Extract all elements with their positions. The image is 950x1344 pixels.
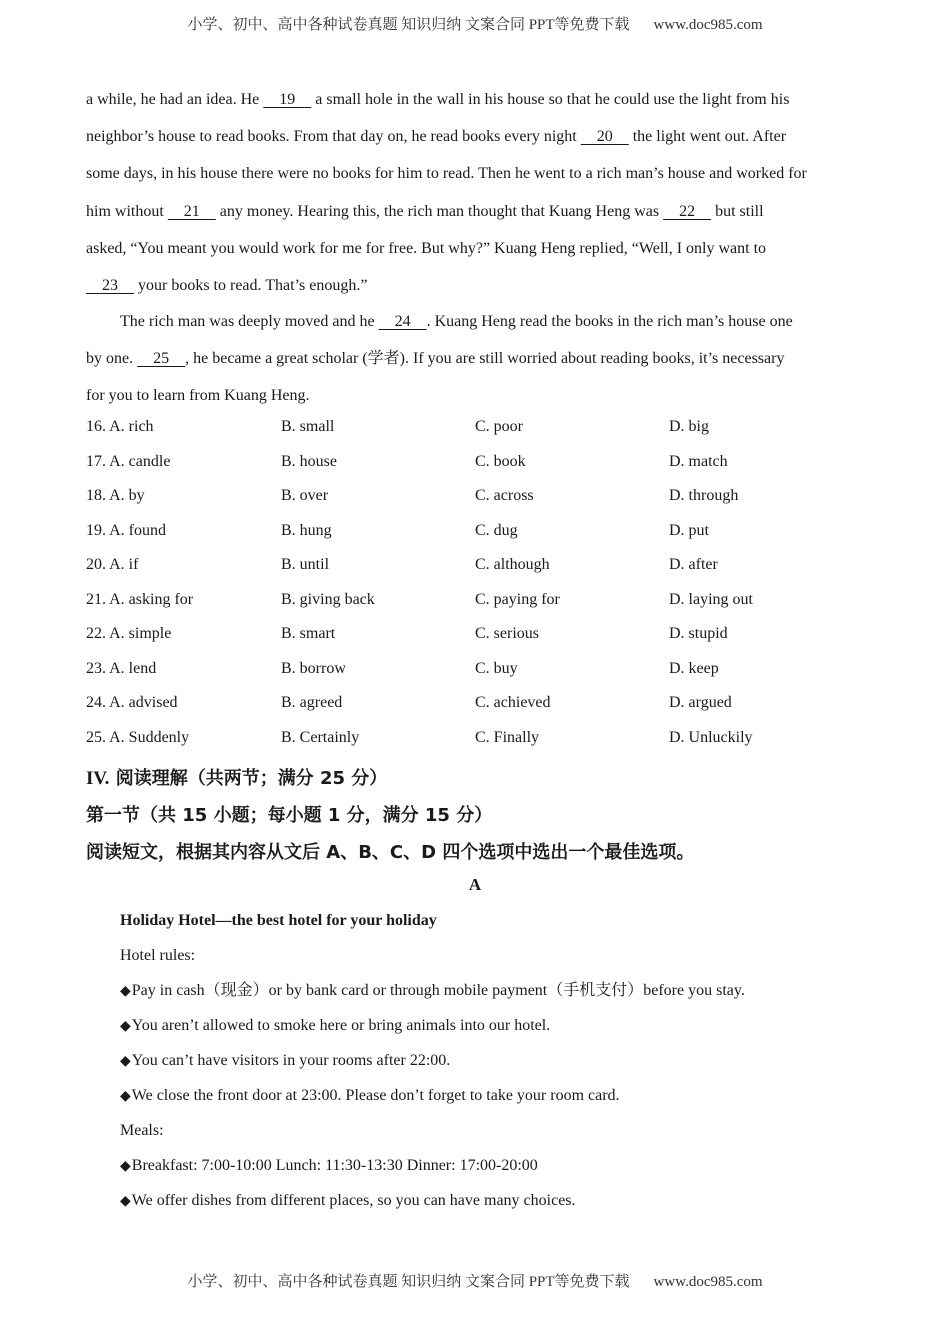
diamond-bullet-icon: ◆: [120, 1088, 131, 1104]
part-heading: 第一节（共 15 小题；每小题 1 分，满分 15 分）: [86, 805, 493, 826]
hotel-passage: [120, 911, 860, 1226]
passage-line: a while, he had an idea. He 19 a small hole in the wall in his house so that he could use the light from his: [86, 91, 790, 108]
header-site-link[interactable]: www.doc985.com: [653, 17, 763, 33]
diamond-bullet-icon: ◆: [120, 1053, 131, 1069]
rules-heading: Hotel rules:: [120, 947, 196, 964]
blank-22: 22: [663, 202, 712, 220]
blank-25: 25: [137, 350, 186, 368]
page-header: [0, 13, 950, 34]
passage-line: some days, in his house there were no books for him to read. Then he went to a rich man’s house and worked for: [86, 165, 807, 183]
header-text: 小学、初中、高中各种试卷真题 知识归纳 文案合同 PPT等免费下载: [187, 17, 630, 33]
blank-24: 24: [378, 313, 427, 330]
page-footer: [0, 1270, 950, 1291]
blank-23: 23: [86, 277, 134, 295]
meal-item: ◆Breakfast: 7:00-10:00 Lunch: 11:30-13:30 Dinner: 17:00-20:00: [120, 1157, 538, 1174]
passage-line: 23 your books to read. That’s enough.”: [86, 277, 368, 295]
cloze-passage: [86, 81, 866, 304]
meal-item: ◆We offer dishes from different places, so you can have many choices.: [120, 1192, 576, 1209]
cloze-passage-paragraph-2: [86, 303, 866, 415]
diamond-bullet-icon: ◆: [120, 1158, 131, 1174]
instruction: 阅读短文，根据其内容从文后 A、B、C、D 四个选项中选出一个最佳选项。: [86, 842, 695, 863]
rule-item: ◆Pay in cash（现金）or by bank card or through mobile payment（手机支付）before you stay.: [120, 982, 745, 999]
passage-line: asked, “You meant you would work for me for free. But why?” Kuang Heng replied, “Well, I only want to: [86, 239, 767, 257]
diamond-bullet-icon: ◆: [120, 1193, 131, 1209]
rule-item: ◆We close the front door at 23:00. Please don’t forget to take your room card.: [120, 1087, 620, 1104]
rule-item: ◆You aren’t allowed to smoke here or bring animals into our hotel.: [120, 1017, 551, 1034]
diamond-bullet-icon: ◆: [120, 983, 131, 999]
meals-heading: Meals:: [120, 1122, 164, 1139]
passage-line: for you to learn from Kuang Heng.: [86, 387, 310, 405]
blank-20: 20: [580, 128, 629, 146]
footer-site-link[interactable]: www.doc985.com: [653, 1274, 763, 1290]
hotel-title: Holiday Hotel—the best hotel for your holiday: [120, 912, 437, 929]
rule-item: ◆You can’t have visitors in your rooms after 22:00.: [120, 1052, 451, 1069]
passage-line: by one. 25 , he became a great scholar (学者). If you are still worried about reading books, it’s necessary: [86, 350, 785, 368]
passage-line: neighbor’s house to read books. From that day on, he read books every night 20 the light went out. After: [86, 128, 787, 146]
passage-line: The rich man was deeply moved and he 24 . Kuang Heng read the books in the rich man’s house one: [120, 313, 793, 330]
blank-21: 21: [167, 202, 216, 220]
passage-line: him without 21 any money. Hearing this, the rich man thought that Kuang Heng was 22 but still: [86, 202, 764, 220]
diamond-bullet-icon: ◆: [120, 1018, 131, 1034]
footer-text: 小学、初中、高中各种试卷真题 知识归纳 文案合同 PPT等免费下载: [187, 1274, 630, 1290]
blank-19: 19: [263, 91, 312, 108]
passage-letter: A: [468, 875, 482, 894]
section-heading: IV. 阅读理解（共两节；满分 25 分）: [86, 768, 388, 789]
